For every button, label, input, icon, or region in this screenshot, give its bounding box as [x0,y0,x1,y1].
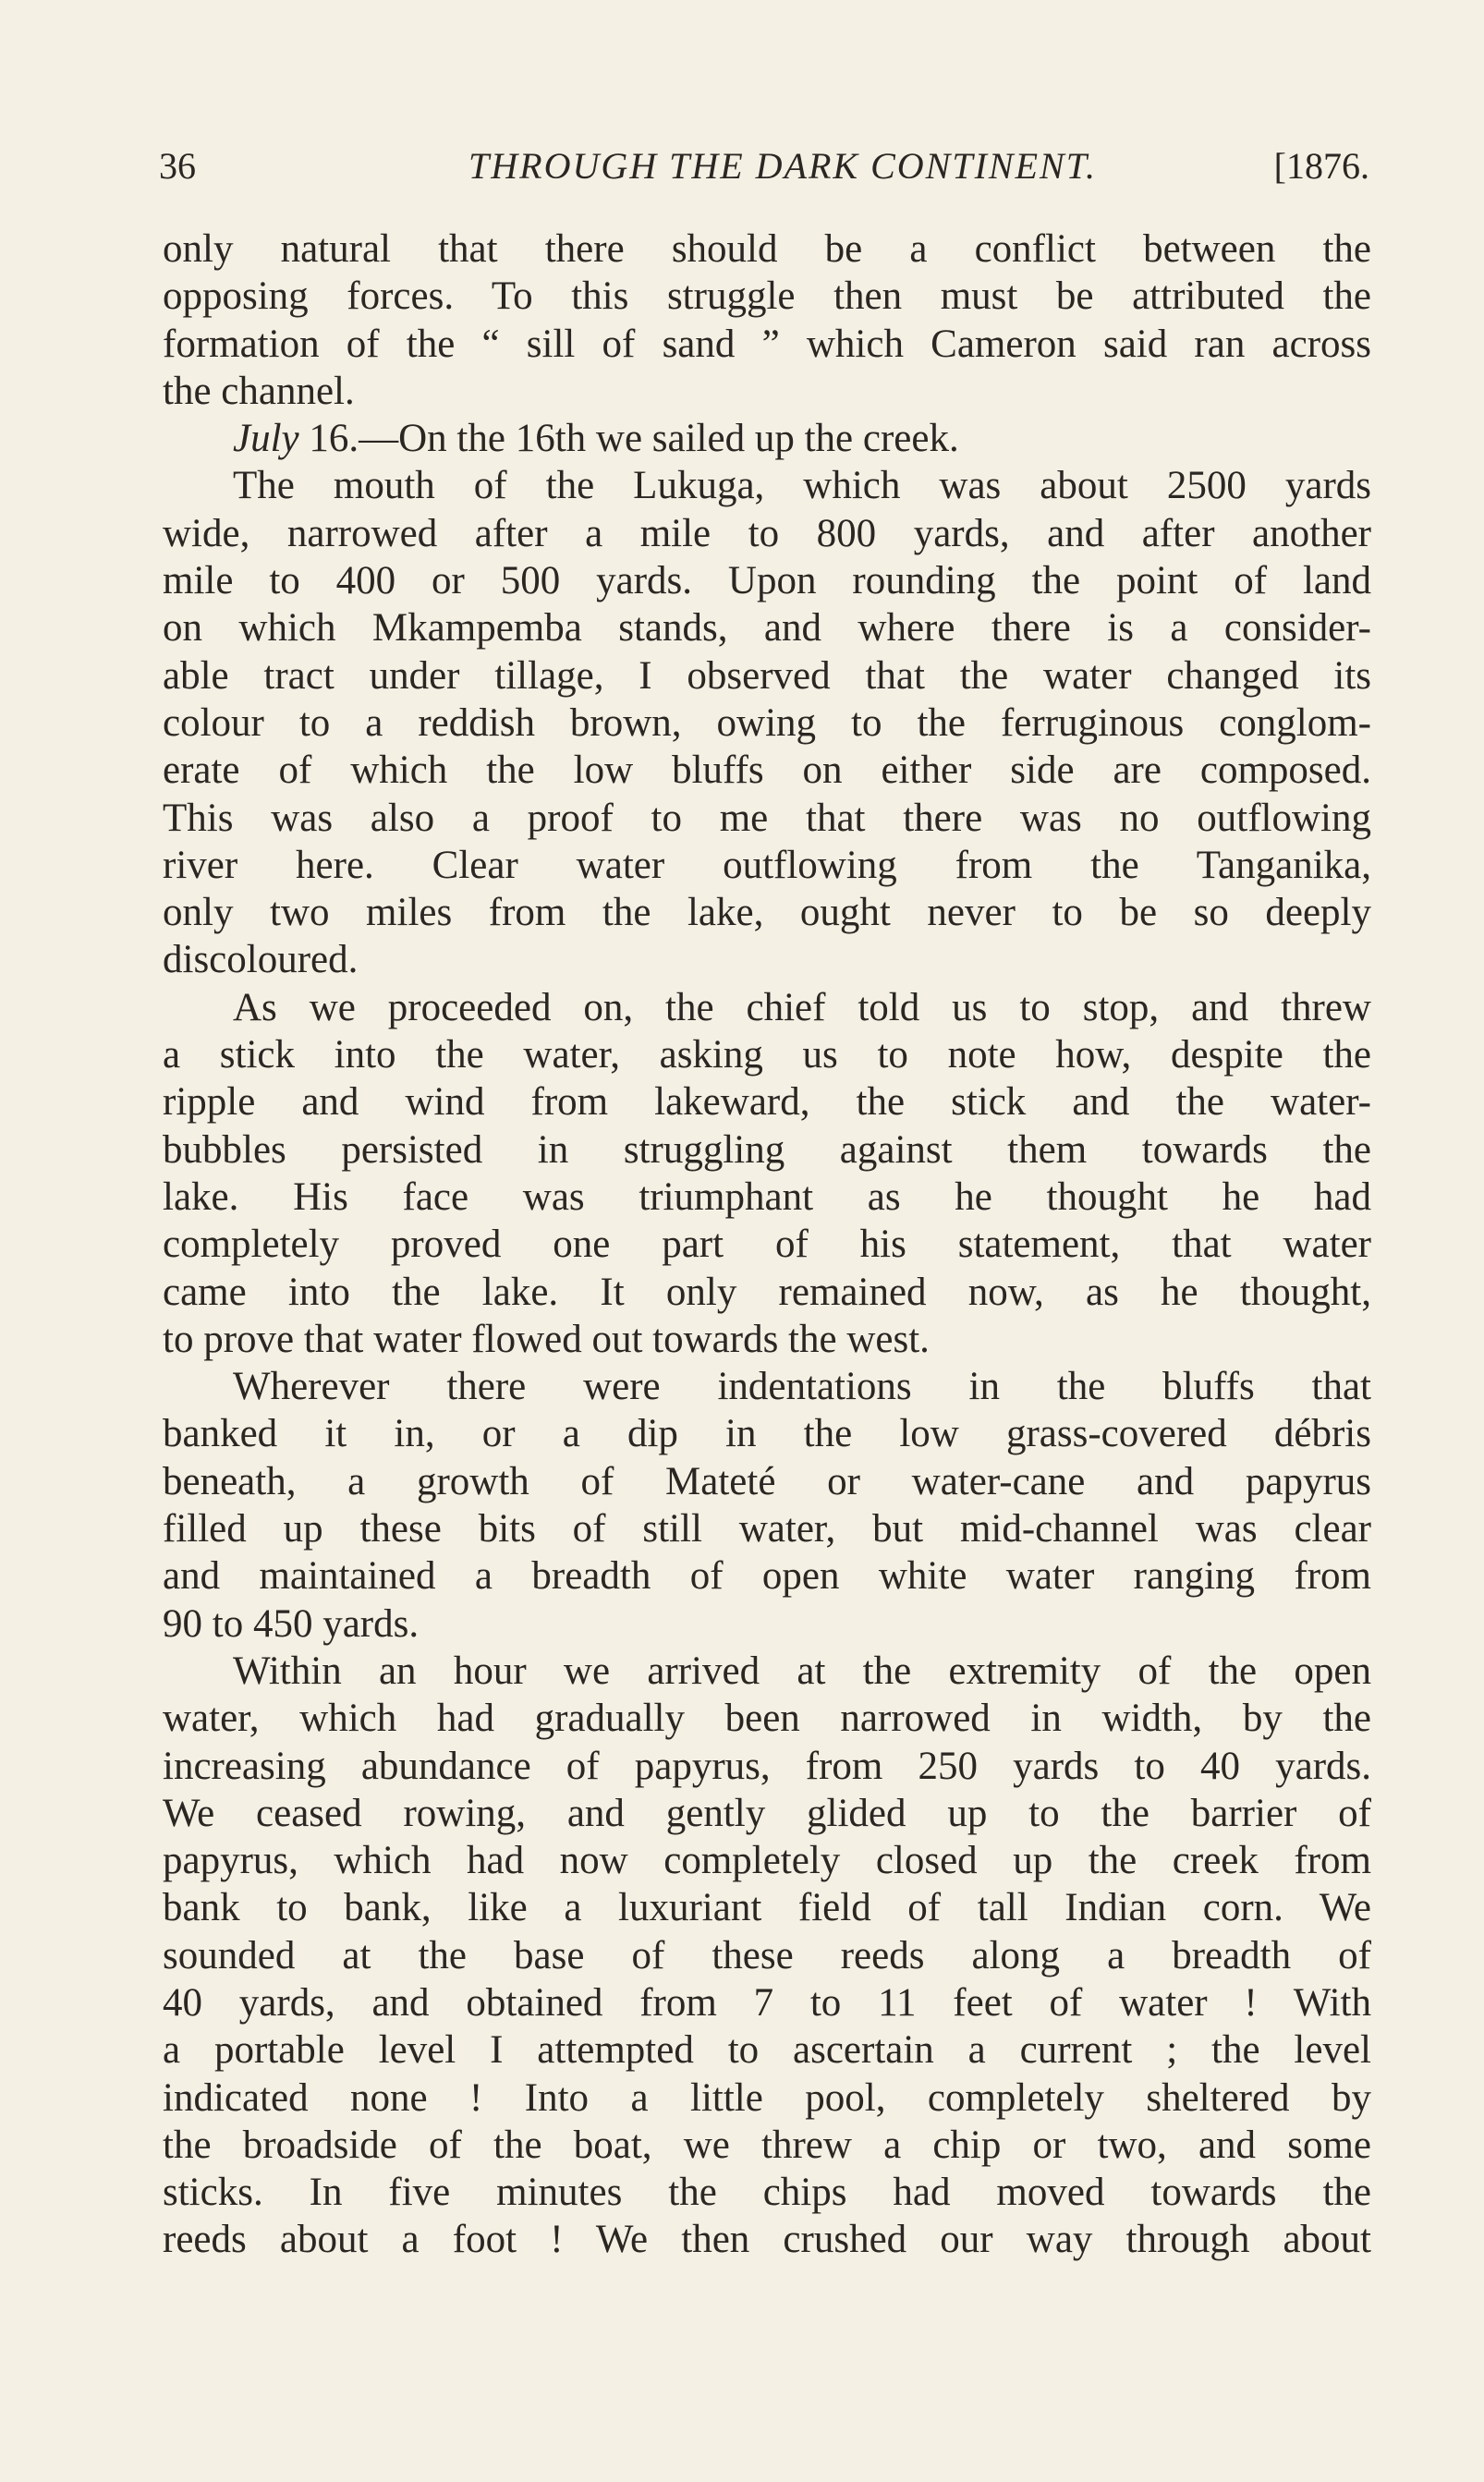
text-line: formation of the “ sill of sand ” which Cameron said ran across [163,322,1371,366]
text-line: bank to bank, like a luxuriant field of tall Indian corn. We [163,1886,1371,1930]
text-line: 40 yards, and obtained from 7 to 11 feet of water ! With [163,1980,1371,2025]
text-line: sticks. In five minutes the chips had moved towards the [163,2171,1371,2215]
text-line: and maintained a breadth of open white water ranging from [163,1554,1371,1599]
text-line: the channel. [163,369,355,413]
text-line: only two miles from the lake, ought never to be so deeply [163,891,1371,935]
text-line: only natural that there should be a conflict between the [163,227,1371,271]
text-line: water, which had gradually been narrowed in width, by the [163,1697,1371,1741]
text-line: a stick into the water, asking us to note how, despite the [163,1033,1371,1077]
text-line: reeds about a foot ! We then crushed our way through about [163,2218,1371,2262]
year-mark: [1876. [1273,145,1369,187]
body-text [163,225,1371,2264]
text-line: river here. Clear water outflowing from the Tanganika, [163,843,1371,887]
text-line: ripple and wind from lakeward, the stick and the water- [163,1080,1371,1125]
text-line: wide, narrowed after a mile to 800 yards, and after another [163,511,1371,555]
text-line: on which Mkampemba stands, and where there is a consider- [163,606,1371,651]
text-line: a portable level I attempted to ascertain a current ; the level [163,2028,1371,2073]
running-title: THROUGH THE DARK CONTINENT. [468,145,1097,187]
text-line: beneath, a growth of Mateté or water-cane and papyrus [163,1459,1371,1503]
text-line: completely proved one part of his statement, that water [163,1223,1371,1267]
line-text: 16.—On the 16th we sailed up the creek. [298,417,959,461]
text-line: the broadside of the boat, we threw a chip or two, and some [163,2123,1371,2167]
text-line: We ceased rowing, and gently glided up to the barrier of [163,1791,1371,1835]
text-line: to prove that water flowed out towards the west. [163,1317,930,1361]
text-line: opposing forces. To this struggle then must be attributed the [163,274,1371,319]
page-header [159,137,1369,196]
text-line: mile to 400 or 500 yards. Upon rounding the point of land [163,559,1371,603]
text-line: erate of which the low bluffs on either side are composed. [163,748,1371,793]
text-line: indicated none ! Into a little pool, completely sheltered by [163,2075,1371,2120]
text-line: filled up these bits of still water, but mid-channel was clear [163,1507,1371,1551]
text-line: colour to a reddish brown, owing to the ferruginous conglom- [163,700,1371,745]
text-line: came into the lake. It only remained now, as he thought, [163,1270,1371,1314]
text-line: This was also a proof to me that there was no outflowing [163,796,1371,840]
text-line: 90 to 450 yards. [163,1601,420,1646]
text-line: banked it in, or a dip in the low grass-covered débris [163,1412,1371,1456]
date-italic: July [233,417,299,461]
text-line: bubbles persisted in struggling against them towards the [163,1127,1371,1172]
text-line: increasing abundance of papyrus, from 250 yards to 40 yards. [163,1744,1371,1788]
text-line [163,415,1371,462]
text-line: As we proceeded on, the chief told us to stop, and threw [233,985,1371,1029]
text-line: Within an hour we arrived at the extremity of the open [233,1649,1371,1693]
text-line: The mouth of the Lukuga, which was about 2500 yards [233,464,1371,508]
page-number: 36 [159,145,196,187]
text-line: papyrus, which had now completely closed up the creek from [163,1839,1371,1883]
text-line: discoloured. [163,938,359,982]
text-line: lake. His face was triumphant as he thought he had [163,1174,1371,1219]
text-line: able tract under tillage, I observed that the water changed its [163,653,1371,698]
text-line: sounded at the base of these reeds along a breadth of [163,1933,1371,1977]
text-line: Wherever there were indentations in the bluffs that [233,1365,1371,1409]
